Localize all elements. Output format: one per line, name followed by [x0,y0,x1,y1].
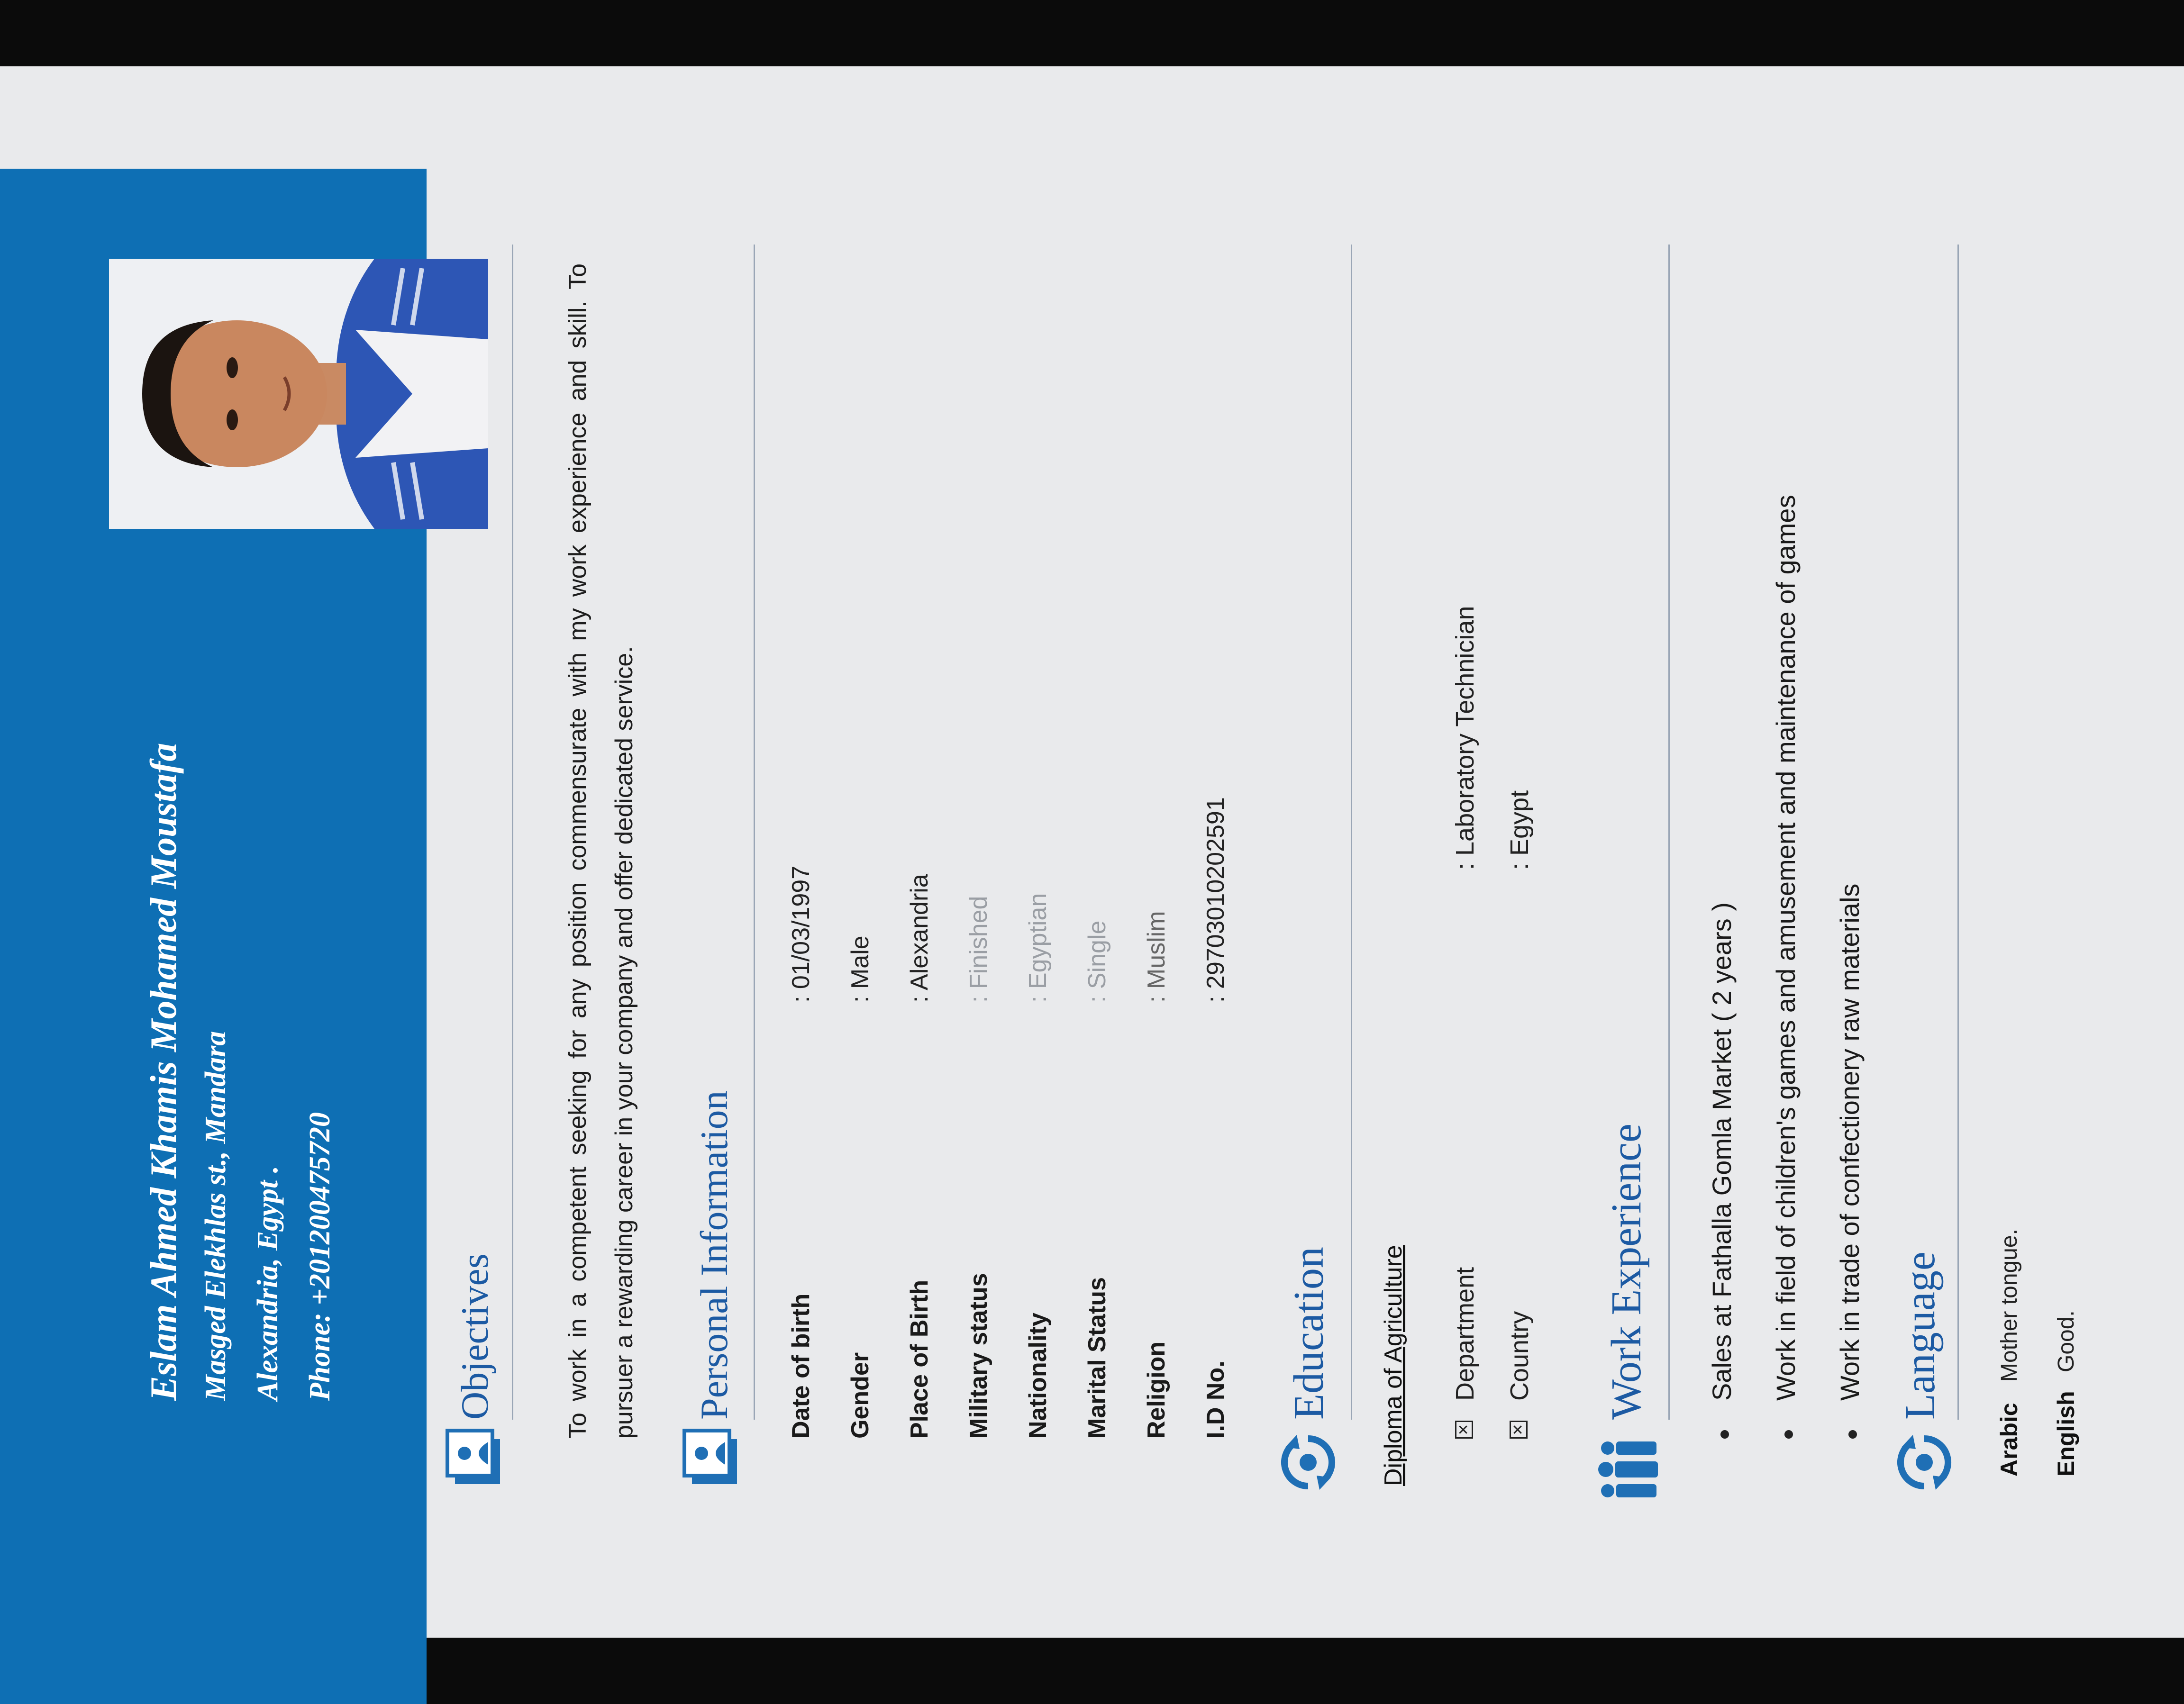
bullet-dot [1784,1430,1793,1439]
objectives-title: Objectives [453,1253,496,1420]
place-of-birth-value: : Alexandria [906,874,933,1003]
profile-photo [109,259,488,529]
language-arabic-label: Arabic [1996,1403,2022,1477]
education-divider [1351,245,1352,1420]
personal-info-title: Personal Information [692,1090,736,1420]
language-english-level: Good. [2054,1310,2079,1372]
portrait-frame-icon [446,1424,505,1486]
language-title: Language [1897,1251,1944,1420]
religion-label: Religion [1143,1341,1170,1439]
phone-number: Phone: +201200475720 [304,1112,336,1401]
military-status-value: : Finished [965,896,992,1003]
work-item-3: Work in trade of confectionery raw materials [1835,883,1865,1401]
marital-status-value: : Single [1083,920,1111,1003]
circular-arrows-icon [1891,1429,1960,1496]
work-item-1: Sales at Fathalla Gomla Market ( 2 years ) [1707,902,1737,1401]
cv-sheet [0,66,2184,1638]
country-checkbox: ✕ [1510,1421,1528,1439]
dob-label: Date of birth [787,1293,815,1439]
nationality-label: Nationality [1024,1313,1052,1439]
applicant-name: Eslam Ahmed Khamis Mohamed Moustafa [143,743,184,1401]
language-english-label: English [2053,1391,2079,1477]
bullet-dot [1720,1430,1729,1439]
department-value: : Laboratory Technician [1451,606,1479,870]
education-title: Education [1285,1247,1332,1420]
country-label: Country [1505,1311,1534,1401]
personal-info-divider [754,245,755,1420]
objectives-text: To work in a competent seeking for any position commensurate with my work experience and skill. To pursuer a rewarding career in your company and offer dedicated service. [564,263,638,1439]
id-number-label: I.D No. [1202,1360,1229,1439]
gender-label: Gender [846,1352,874,1439]
department-checkbox: ✕ [1455,1421,1473,1439]
military-status-label: Military status [965,1273,992,1439]
religion-value: : Muslim [1143,911,1170,1003]
portrait-frame-icon [682,1424,742,1486]
nationality-value: : Egyptian [1024,893,1052,1003]
marital-status-label: Marital Status [1083,1277,1111,1439]
objectives-divider [512,245,513,1420]
language-arabic-level: Mother tongue. [1997,1229,2022,1382]
country-value: : Egypt [1505,790,1534,870]
place-of-birth-label: Place of Birth [906,1279,933,1439]
people-group-icon [1597,1434,1661,1505]
address-line-1: Masged Elekhlas st., Mandara [200,1031,232,1401]
cv-page [0,169,2133,1704]
work-item-2: Work in field of children's games and amusement and maintenance of games [1771,495,1801,1401]
department-label: Department [1451,1267,1479,1401]
address-line-2: Alexandria, Egypt . [252,1165,284,1401]
work-experience-title: Work Experience [1603,1124,1650,1420]
language-divider [1957,245,1959,1420]
work-experience-divider [1668,245,1670,1420]
circular-arrows-icon [1275,1429,1344,1496]
bullet-dot [1848,1430,1857,1439]
diploma-title: Diploma of Agriculture [1380,1245,1407,1486]
id-number-value: : 29703010202591 [1202,797,1229,1003]
gender-value: : Male [846,935,874,1003]
dob-value: : 01/03/1997 [787,865,815,1003]
